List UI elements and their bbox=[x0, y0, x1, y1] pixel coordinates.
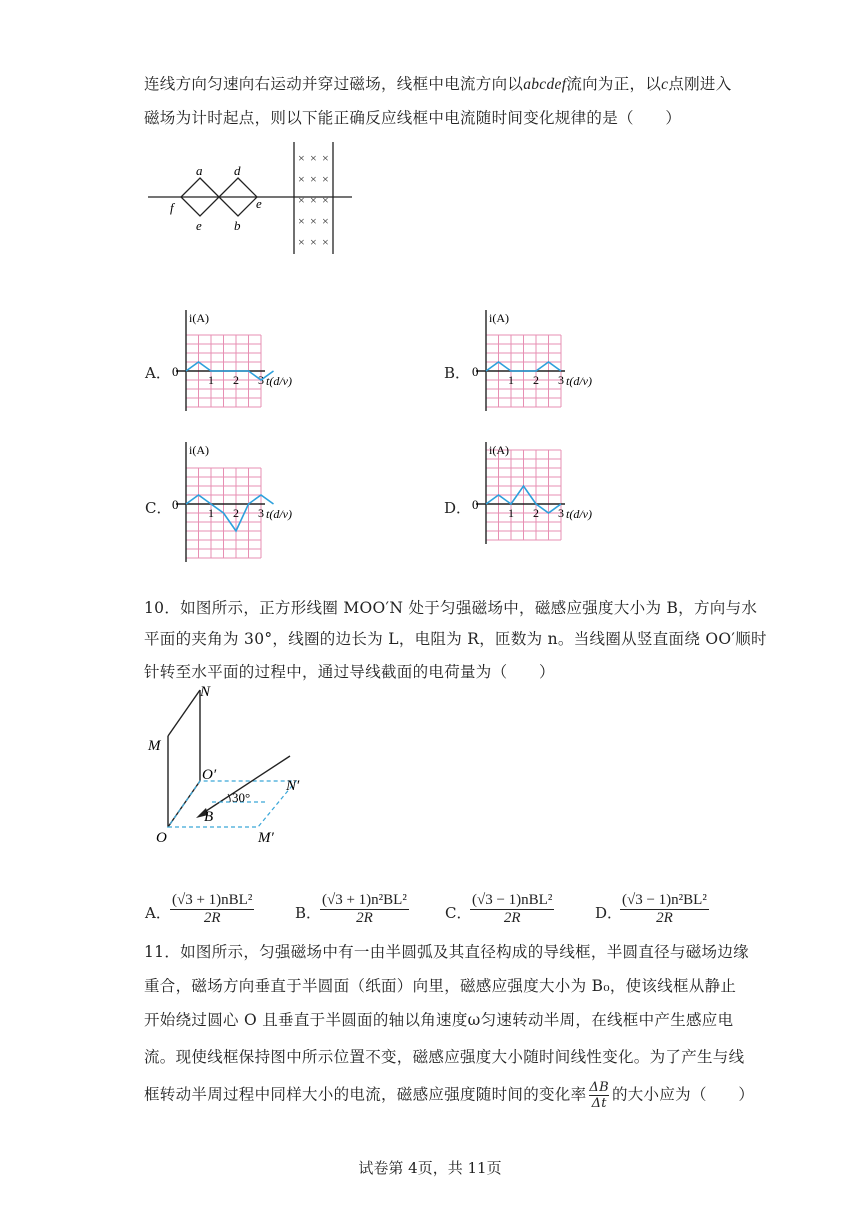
tick-label: 3 bbox=[258, 506, 264, 520]
page-footer: 试卷第 4页，共 11页 bbox=[358, 1159, 502, 1177]
field-cross-mark: × bbox=[322, 214, 329, 228]
field-cross-mark: × bbox=[310, 193, 317, 207]
q10-figure bbox=[140, 678, 310, 848]
label-e: e bbox=[196, 218, 202, 233]
field-cross-mark: × bbox=[310, 151, 317, 165]
y-axis-label: i(A) bbox=[189, 443, 209, 457]
q9-option-b-label: B． bbox=[444, 364, 471, 382]
q10-option-d-label: D． bbox=[595, 904, 623, 922]
field-cross-mark: × bbox=[322, 193, 329, 207]
q10-option-d-formula: $\frac{\text{(√3 − 1)n²BL²}}{2R}$ bbox=[622, 892, 707, 926]
tick-label: 2 bbox=[533, 373, 539, 387]
origin-label: 0 bbox=[472, 497, 479, 512]
fig-label-N: N bbox=[200, 684, 211, 700]
q11-line-4: 流。现使线框保持图中所示位置不变，磁感应强度大小随时间线性变化。为了产生与线 bbox=[144, 1048, 745, 1066]
field-cross-mark: × bbox=[322, 151, 329, 165]
tick-label: 3 bbox=[258, 373, 264, 387]
field-cross-mark: × bbox=[298, 214, 305, 228]
field-cross-mark: × bbox=[298, 172, 305, 186]
y-axis-label: i(A) bbox=[189, 311, 209, 325]
q10-line-3: 针转至水平面的过程中，通过导线截面的电荷量为（ ） bbox=[144, 663, 555, 681]
tick-label: 1 bbox=[508, 373, 514, 387]
label-a: a bbox=[196, 163, 203, 178]
x-axis-label: t(d/v) bbox=[266, 374, 292, 388]
tick-label: 1 bbox=[208, 373, 214, 387]
q11-line-3: 开始绕过圆心 O 且垂直于半圆面的轴以角速度ω匀速转动半周，在线框中产生感应电 bbox=[144, 1011, 734, 1029]
fig-label-M-prime: M′ bbox=[258, 830, 274, 846]
field-cross-mark: × bbox=[322, 172, 329, 186]
tick-label: 2 bbox=[233, 506, 239, 520]
q10-option-b-formula: $\frac{\text{(√3 + 1)n²BL²}}{2R}$ bbox=[322, 892, 407, 926]
origin-label: 0 bbox=[172, 364, 179, 379]
q9-option-a-label: A． bbox=[145, 364, 171, 382]
label-f: f bbox=[170, 200, 174, 215]
fig-label-O-prime: O′ bbox=[202, 767, 217, 783]
tick-label: 1 bbox=[508, 506, 514, 520]
tick-label: 3 bbox=[558, 506, 564, 520]
q9-line-2: 磁场为计时起点，则以下能正确反应线框中电流随时间变化规律的是（ ） bbox=[144, 109, 682, 127]
tick-label: 3 bbox=[558, 373, 564, 387]
q10-option-a-label: A． bbox=[145, 904, 171, 922]
origin-label: 0 bbox=[472, 364, 479, 379]
field-cross-mark: × bbox=[298, 193, 305, 207]
fig-label-B: B bbox=[204, 809, 214, 825]
q9-line-1: 连线方向匀速向右运动并穿过磁场，线框中电流方向以abcdef流向为正，以c点刚进入 bbox=[144, 75, 732, 93]
y-axis-label: i(A) bbox=[489, 311, 509, 325]
x-axis-label: t(d/v) bbox=[266, 507, 292, 521]
tick-label: 1 bbox=[208, 506, 214, 520]
fig-label-angle: 30° bbox=[232, 790, 251, 805]
field-cross-mark: × bbox=[298, 151, 305, 165]
q10-line-2: 平面的夹角为 30°，线圈的边长为 L，电阻为 R，匝数为 n。当线圈从竖直面绕 OO′顺时 bbox=[144, 630, 767, 648]
fig-label-M: M bbox=[148, 738, 161, 754]
q10-option-b-label: B． bbox=[295, 904, 322, 922]
field-cross-mark: × bbox=[310, 172, 317, 186]
y-axis-label: i(A) bbox=[489, 443, 509, 457]
field-cross-mark: × bbox=[298, 235, 305, 249]
magnetic-field-marks bbox=[298, 151, 329, 249]
q9-graph-c bbox=[168, 440, 318, 565]
tick-label: 2 bbox=[233, 373, 239, 387]
q9-option-d-label: D． bbox=[444, 499, 472, 517]
q11-line-2: 重合，磁场方向垂直于半圆面（纸面）向里，磁感应强度大小为 B₀，使该线框从静止 bbox=[144, 977, 737, 995]
label-b: b bbox=[234, 218, 241, 233]
field-cross-mark: × bbox=[310, 214, 317, 228]
x-axis-label: t(d/v) bbox=[566, 374, 592, 388]
label-d: d bbox=[234, 163, 241, 178]
q9-graph-d bbox=[468, 440, 618, 565]
q10-option-c-formula: (√3 − 1)nBL² 2R bbox=[472, 892, 553, 926]
origin-label: 0 bbox=[172, 497, 179, 512]
q9-graph-b bbox=[468, 308, 618, 426]
fig-label-O: O bbox=[156, 830, 167, 846]
q10-line-1: 10．如图所示，正方形线圈 MOO′N 处于匀强磁场中，磁感应强度大小为 B，方向与水 bbox=[144, 599, 758, 617]
q11-line-5: 框转动半周过程中同样大小的电流，磁感应强度随时间的变化率 $\frac{\Delta B}{\Delta t}$ 的大小应为（ ） bbox=[144, 1080, 755, 1111]
q10-option-c-label: C． bbox=[445, 904, 472, 922]
fig-label-N-prime: N′ bbox=[286, 778, 300, 794]
x-axis-label: t(d/v) bbox=[566, 507, 592, 521]
q10-option-a-formula: (√3 + 1)nBL² 2R bbox=[172, 892, 253, 926]
tick-label: 2 bbox=[533, 506, 539, 520]
q11-line-1: 11．如图所示，匀强磁场中有一由半圆弧及其直径构成的导线框，半圆直径与磁场边缘 bbox=[144, 943, 749, 961]
label-e-right: e bbox=[256, 196, 262, 211]
field-cross-mark: × bbox=[322, 235, 329, 249]
q9-graph-a bbox=[168, 308, 318, 426]
q9-option-c-label: C． bbox=[145, 499, 172, 517]
field-cross-mark: × bbox=[310, 235, 317, 249]
q9-figure bbox=[140, 138, 360, 260]
